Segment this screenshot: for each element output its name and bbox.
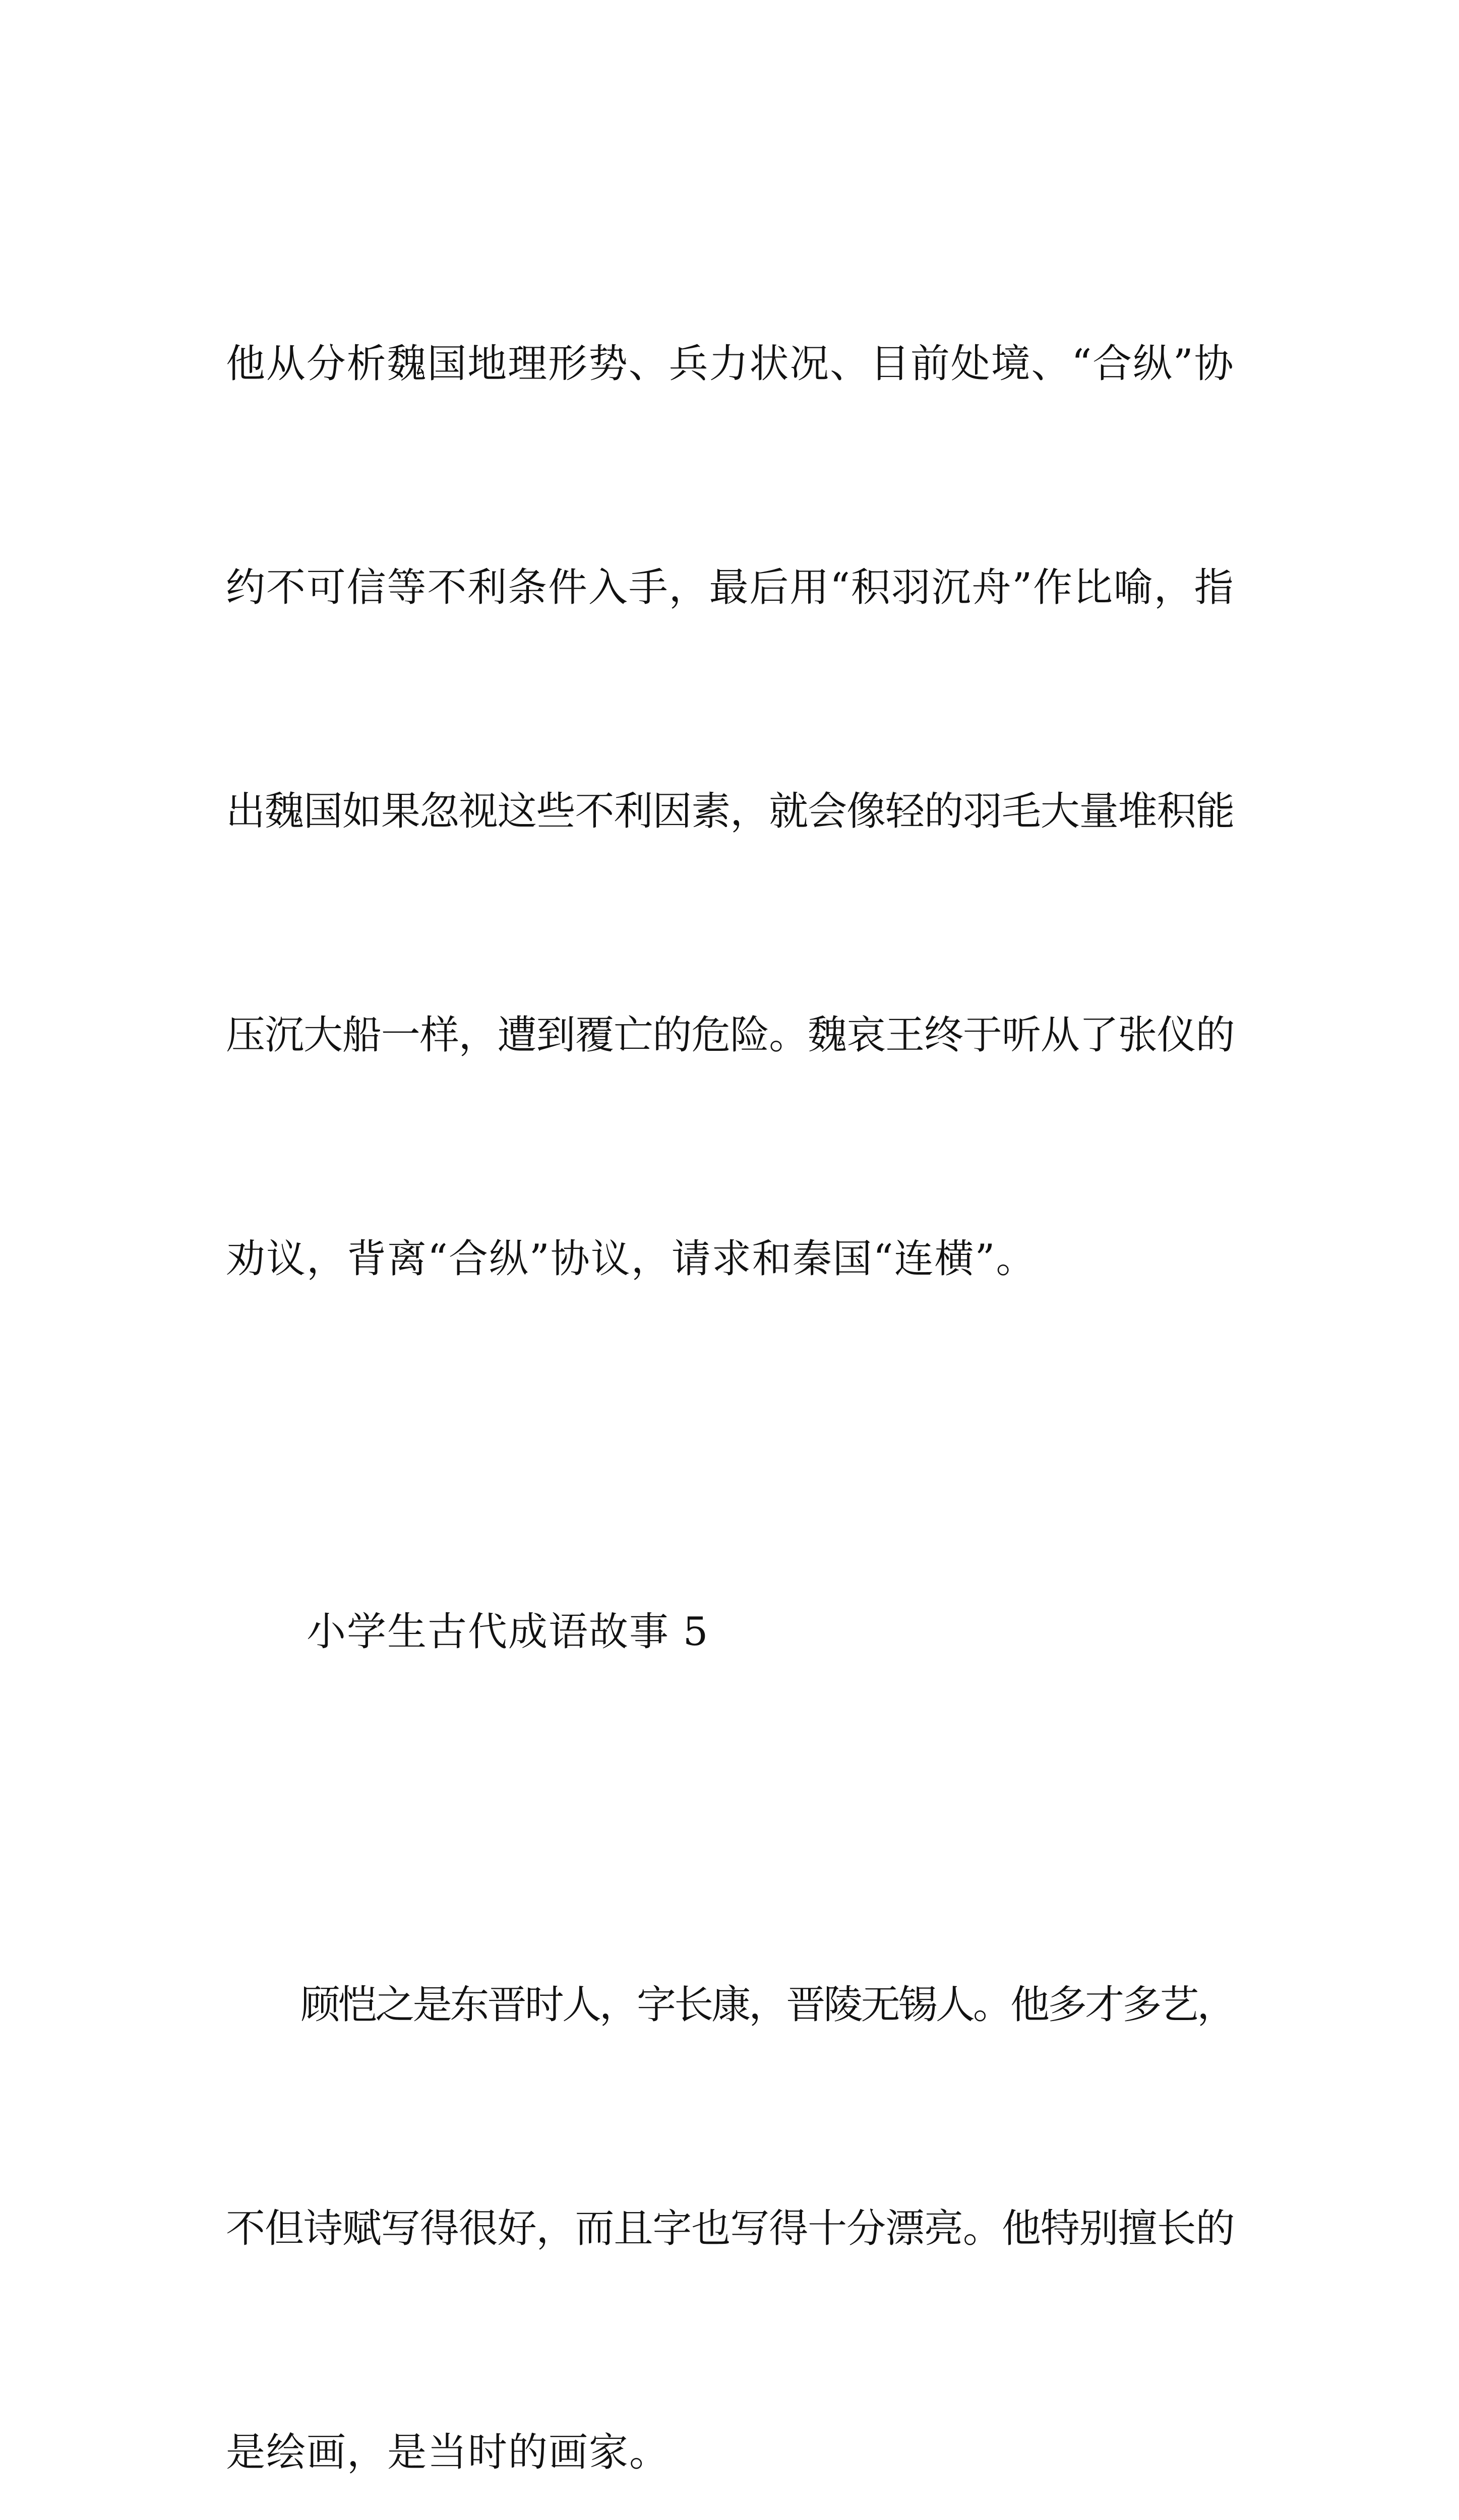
text-line: 约不可信等不利条件入手，最后用“积羽沉舟”作比喻，指 <box>226 565 1234 610</box>
text-line: 他从分析魏国地理形势、兵力状况、目前处境、“合纵”协 <box>226 341 1234 387</box>
document-body <box>226 177 1234 2520</box>
text-line: 劝议，背离“合纵”协议，请求和秦国“连横”。 <box>226 1236 1037 1282</box>
section-heading <box>226 1445 1234 1818</box>
text-line: 不但诗赋写得很好，而且字也写得十分漂亮。他特别擅长的 <box>226 2206 1234 2251</box>
text-line: 出魏国如果忽视这些不利因素，就会像轻的羽毛大量堆积能 <box>226 789 1234 834</box>
text-line: 压沉大船一样，遭到覆亡的危险。魏哀王终于听从了张仪的 <box>226 1013 1234 1058</box>
heading-text: 小学生古代成语故事 5 <box>226 1609 709 1655</box>
text-line: 是绘画，是当时的画家。 <box>226 2430 670 2475</box>
paragraph-zhang-yi-advice <box>226 177 1234 1445</box>
paragraph-gu-kaizhi-intro <box>226 1818 1234 2520</box>
text-line: 顾恺之是东晋时人，字长康，晋陵无锡人。他多才多艺， <box>226 1982 1234 2028</box>
